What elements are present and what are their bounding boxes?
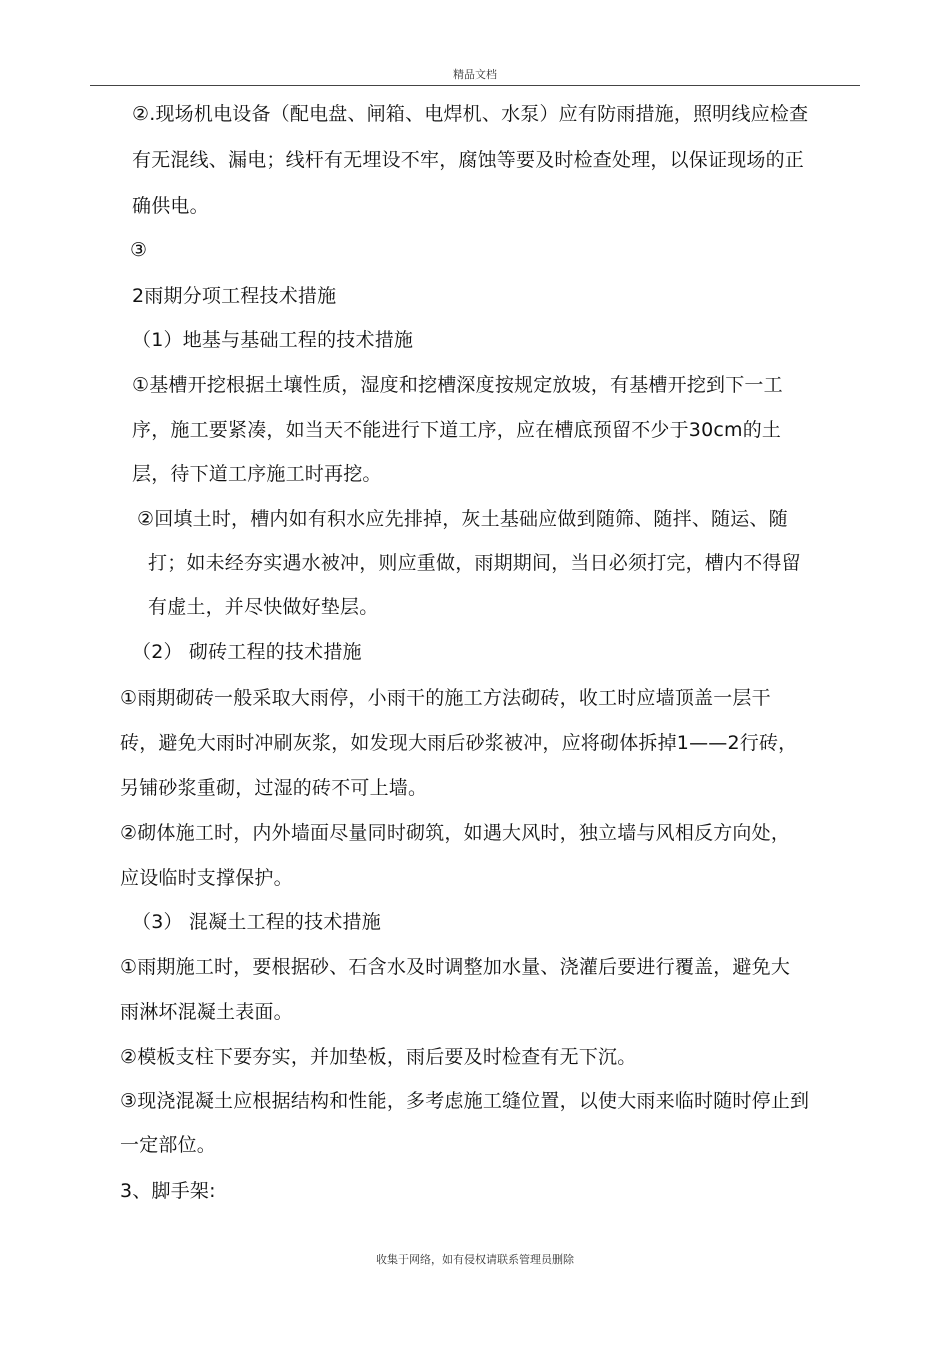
text-line: 打；如未经夯实遇水被冲，则应重做，雨期期间，当日必须打完，槽内不得留 xyxy=(148,552,801,574)
text-line: 另铺砂浆重砌，过湿的砖不可上墙。 xyxy=(120,777,428,799)
text-line: ③现浇混凝土应根据结构和性能，多考虑施工缝位置，以使大雨来临时随时停止到 xyxy=(120,1090,810,1112)
text-line: 一定部位。 xyxy=(120,1134,217,1156)
text-line: 有虚土，并尽快做好垫层。 xyxy=(148,596,379,618)
subsection-heading: （1）地基与基础工程的技术措施 xyxy=(132,329,414,351)
page-header: 精品文档 xyxy=(453,68,497,81)
text-line: 层，待下道工序施工时再挖。 xyxy=(132,463,382,485)
header-divider xyxy=(90,85,860,86)
text-line: ②模板支柱下要夯实，并加垫板，雨后要及时检查有无下沉。 xyxy=(120,1046,637,1068)
text-line: 砖，避免大雨时冲刷灰浆，如发现大雨后砂浆被冲，应将砌体拆掉1——2行砖， xyxy=(120,732,798,754)
text-line: 序，施工要紧凑，如当天不能进行下道工序，应在槽底预留不少于30cm的土 xyxy=(132,419,782,441)
text-line: 有无混线、漏电；线杆有无埋设不牢，腐蚀等要及时检查处理，以保证现场的正 xyxy=(132,149,805,171)
text-line: ①基槽开挖根据土壤性质，湿度和挖槽深度按规定放坡，有基槽开挖到下一工 xyxy=(132,374,783,396)
text-line: ②砌体施工时，内外墙面尽量同时砌筑，如遇大风时，独立墙与风相反方向处， xyxy=(120,822,791,844)
text-line: ①雨期施工时，要根据砂、石含水及时调整加水量、浇灌后要进行覆盖，避免大 xyxy=(120,956,791,978)
subsection-heading: （3） 混凝土工程的技术措施 xyxy=(132,911,381,933)
text-line: ②回填土时，槽内如有积水应先排掉，灰土基础应做到随筛、随拌、随运、随 xyxy=(137,508,788,530)
text-line: 确供电。 xyxy=(132,195,209,217)
section-heading: 3、脚手架: xyxy=(120,1180,216,1202)
text-line: 应设临时支撑保护。 xyxy=(120,867,293,889)
subsection-heading: （2） 砌砖工程的技术措施 xyxy=(132,641,362,663)
text-line: ③ xyxy=(130,239,148,261)
text-line: ②.现场机电设备（配电盘、闸箱、电焊机、水泵）应有防雨措施，照明线应检查 xyxy=(132,103,809,125)
text-line: ①雨期砌砖一般采取大雨停，小雨干的施工方法砌砖，收工时应墙顶盖一层干 xyxy=(120,687,771,709)
page-footer: 收集于网络，如有侵权请联系管理员删除 xyxy=(376,1253,574,1266)
text-line: 雨淋坏混凝土表面。 xyxy=(120,1001,293,1023)
section-heading: 2雨期分项工程技术措施 xyxy=(132,285,337,307)
